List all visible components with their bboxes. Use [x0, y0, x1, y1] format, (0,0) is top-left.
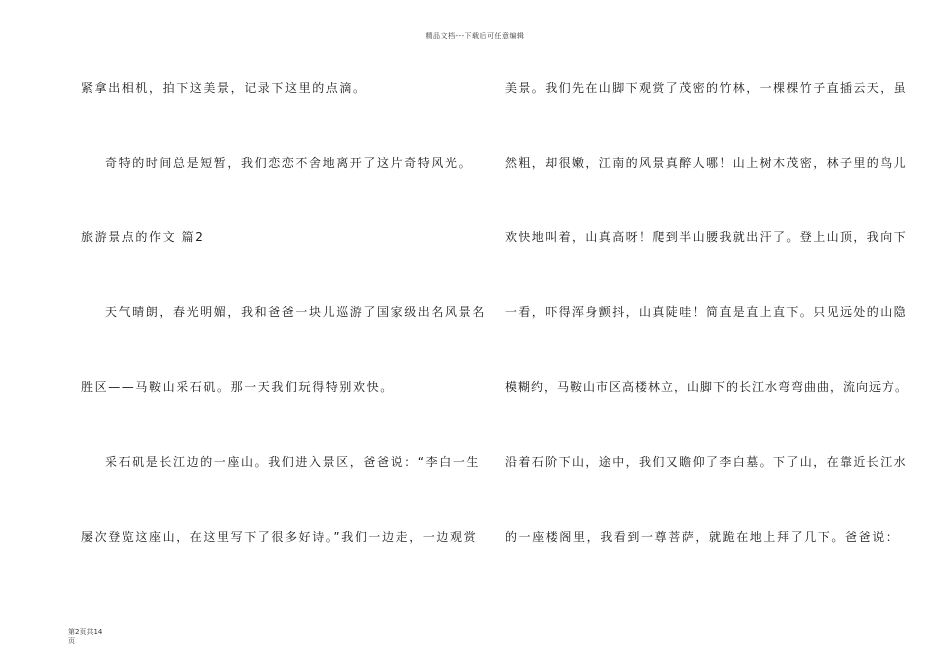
text-line: 胜区——马鞍山采石矶。那一天我们玩得特别欢快。 [81, 380, 394, 394]
page-number-line: 第2页共14 [68, 628, 103, 636]
text-line: 美景。我们先在山脚下观赏了茂密的竹林，一棵棵竹子直插云天，虽 [505, 81, 908, 95]
text-line: 欢快地叫着，山真高呀！爬到半山腰我就出汗了。登上山顶，我向下 [505, 230, 908, 244]
page-number [68, 628, 128, 646]
page-header: 精品文档---下载后可任意编辑 [425, 32, 525, 40]
text-line: 沿着石阶下山，途中，我们又瞻仰了李白墓。下了山，在靠近长江水 [505, 455, 908, 469]
page-number-line: 页 [68, 637, 75, 645]
text-line: 天气晴朗，春光明媚，我和爸爸一块儿巡游了国家级出名风景名 [105, 305, 486, 319]
text-line: 屡次登览这座山，在这里写下了很多好诗。”我们一边走，一边观赏 [81, 530, 478, 544]
text-line: 一看，吓得浑身颤抖，山真陡哇！简直是直上直下。只见远处的山隐 [505, 305, 908, 319]
section-heading: 旅游景点的作文 篇2 [81, 230, 205, 244]
text-line: 紧拿出相机，拍下这美景，记录下这里的点滴。 [81, 81, 367, 95]
text-line: 采石矶是长江边的一座山。我们进入景区，爸爸说：“李白一生 [105, 455, 481, 469]
text-line: 然粗，却很嫩，江南的风景真醉人哪！山上树木茂密，林子里的鸟儿 [505, 156, 908, 170]
text-line: 模糊约，马鞍山市区高楼林立，山脚下的长江水弯弯曲曲，流向远方。 [505, 380, 909, 394]
text-line: 的一座楼阁里，我看到一尊菩萨，就跪在地上拜了几下。爸爸说： [505, 530, 900, 544]
text-line: 奇特的时间总是短暂，我们恋恋不舍地离开了这片奇特风光。 [105, 156, 473, 170]
